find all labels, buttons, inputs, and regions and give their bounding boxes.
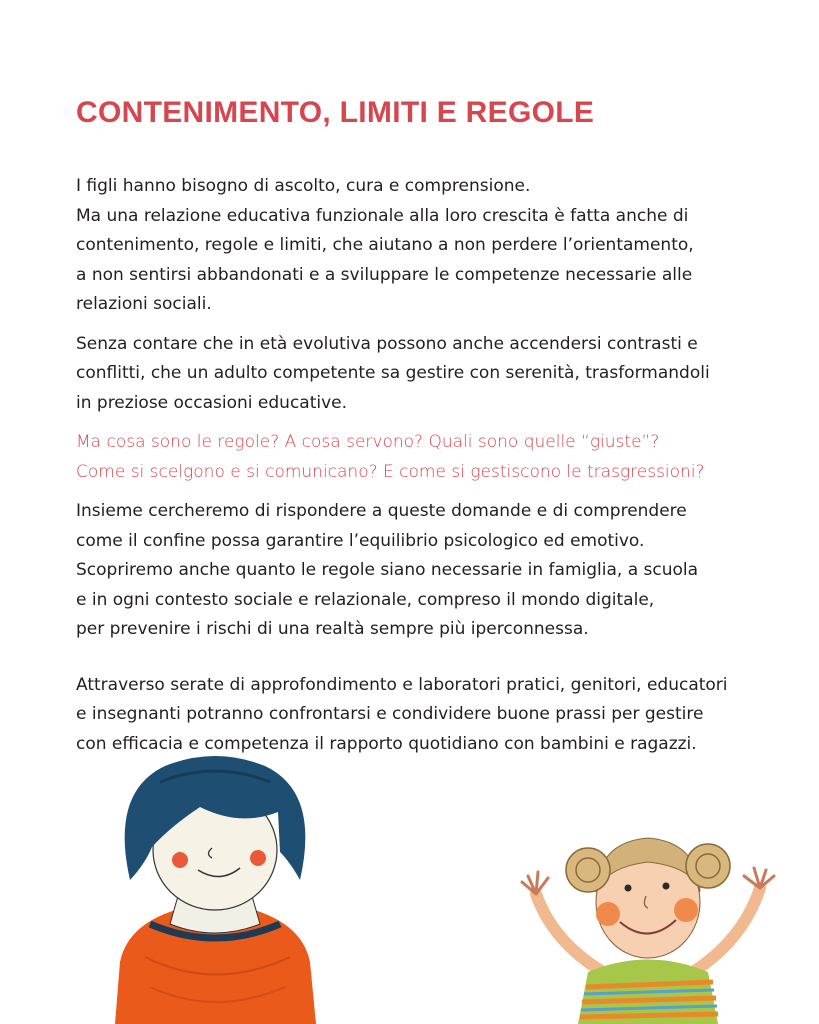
girl-illustration (508, 822, 784, 1024)
text-line: Attraverso serate di approfondimento e laboratori pratici, genitori, educatori (76, 674, 728, 695)
text-line: relazioni sociali. (76, 294, 212, 314)
text-line: conflitti, che un adulto competente sa gestire con serenità, trasformandoli (76, 363, 710, 383)
left-arm (536, 894, 603, 972)
page-title: CONTENIMENTO, LIMITI E REGOLE (76, 96, 595, 129)
text-line: contenimento, regole e limiti, che aiutano a non perdere l’orientamento, (76, 235, 694, 255)
left-bun (566, 848, 610, 892)
left-cheek (172, 852, 188, 868)
text-line: Senza contare che in età evolutiva possono anche accendersi contrasti e (76, 333, 698, 354)
text-line: con efficacia e competenza il rapporto quotidiano con bambini e ragazzi. (76, 733, 697, 754)
text-line: e in ogni contesto sociale e relazionale, compreso il mondo digitale, (76, 589, 655, 610)
text-line: Ma cosa sono le regole? A cosa servono? Quali sono quelle “giuste”? (76, 432, 660, 452)
left-eye (625, 885, 632, 892)
right-bun (686, 844, 730, 888)
text-line: Insieme cercheremo di rispondere a queste domande e di comprendere (76, 501, 687, 521)
text-line: come il confine possa garantire l’equilibrio psicologico ed emotivo. (76, 530, 645, 551)
text-line: per prevenire i rischi di una realtà sempre più iperconnessa. (76, 619, 589, 639)
paragraph-conflicts (76, 330, 776, 419)
woman-illustration (90, 752, 340, 1024)
right-eye (663, 883, 670, 890)
text-line: Scopriremo anche quanto le regole siano necessarie in famiglia, a scuola (76, 560, 699, 580)
text-line: e insegnanti potranno confrontarsi e condividere buone prassi per gestire (76, 704, 704, 724)
paragraph-goals (76, 497, 776, 645)
text-line: Come si scelgono e si comunicano? E come si gestiscono le trasgressioni? (76, 461, 705, 482)
body-text (76, 172, 776, 769)
text-line: in preziose occasioni educative. (76, 392, 348, 413)
right-cheek (250, 850, 266, 866)
paragraph-intro (76, 172, 776, 320)
text-line: Ma una relazione educativa funzionale alla loro crescita è fatta anche di (76, 205, 689, 226)
text-line: a non sentirsi abbandonati e a sviluppare le competenze necessarie alle (76, 264, 693, 285)
right-arm (693, 888, 760, 972)
paragraph-questions (76, 428, 776, 487)
text-line: I figli hanno bisogno di ascolto, cura e comprensione. (76, 176, 531, 196)
paragraph-workshops (76, 671, 776, 760)
